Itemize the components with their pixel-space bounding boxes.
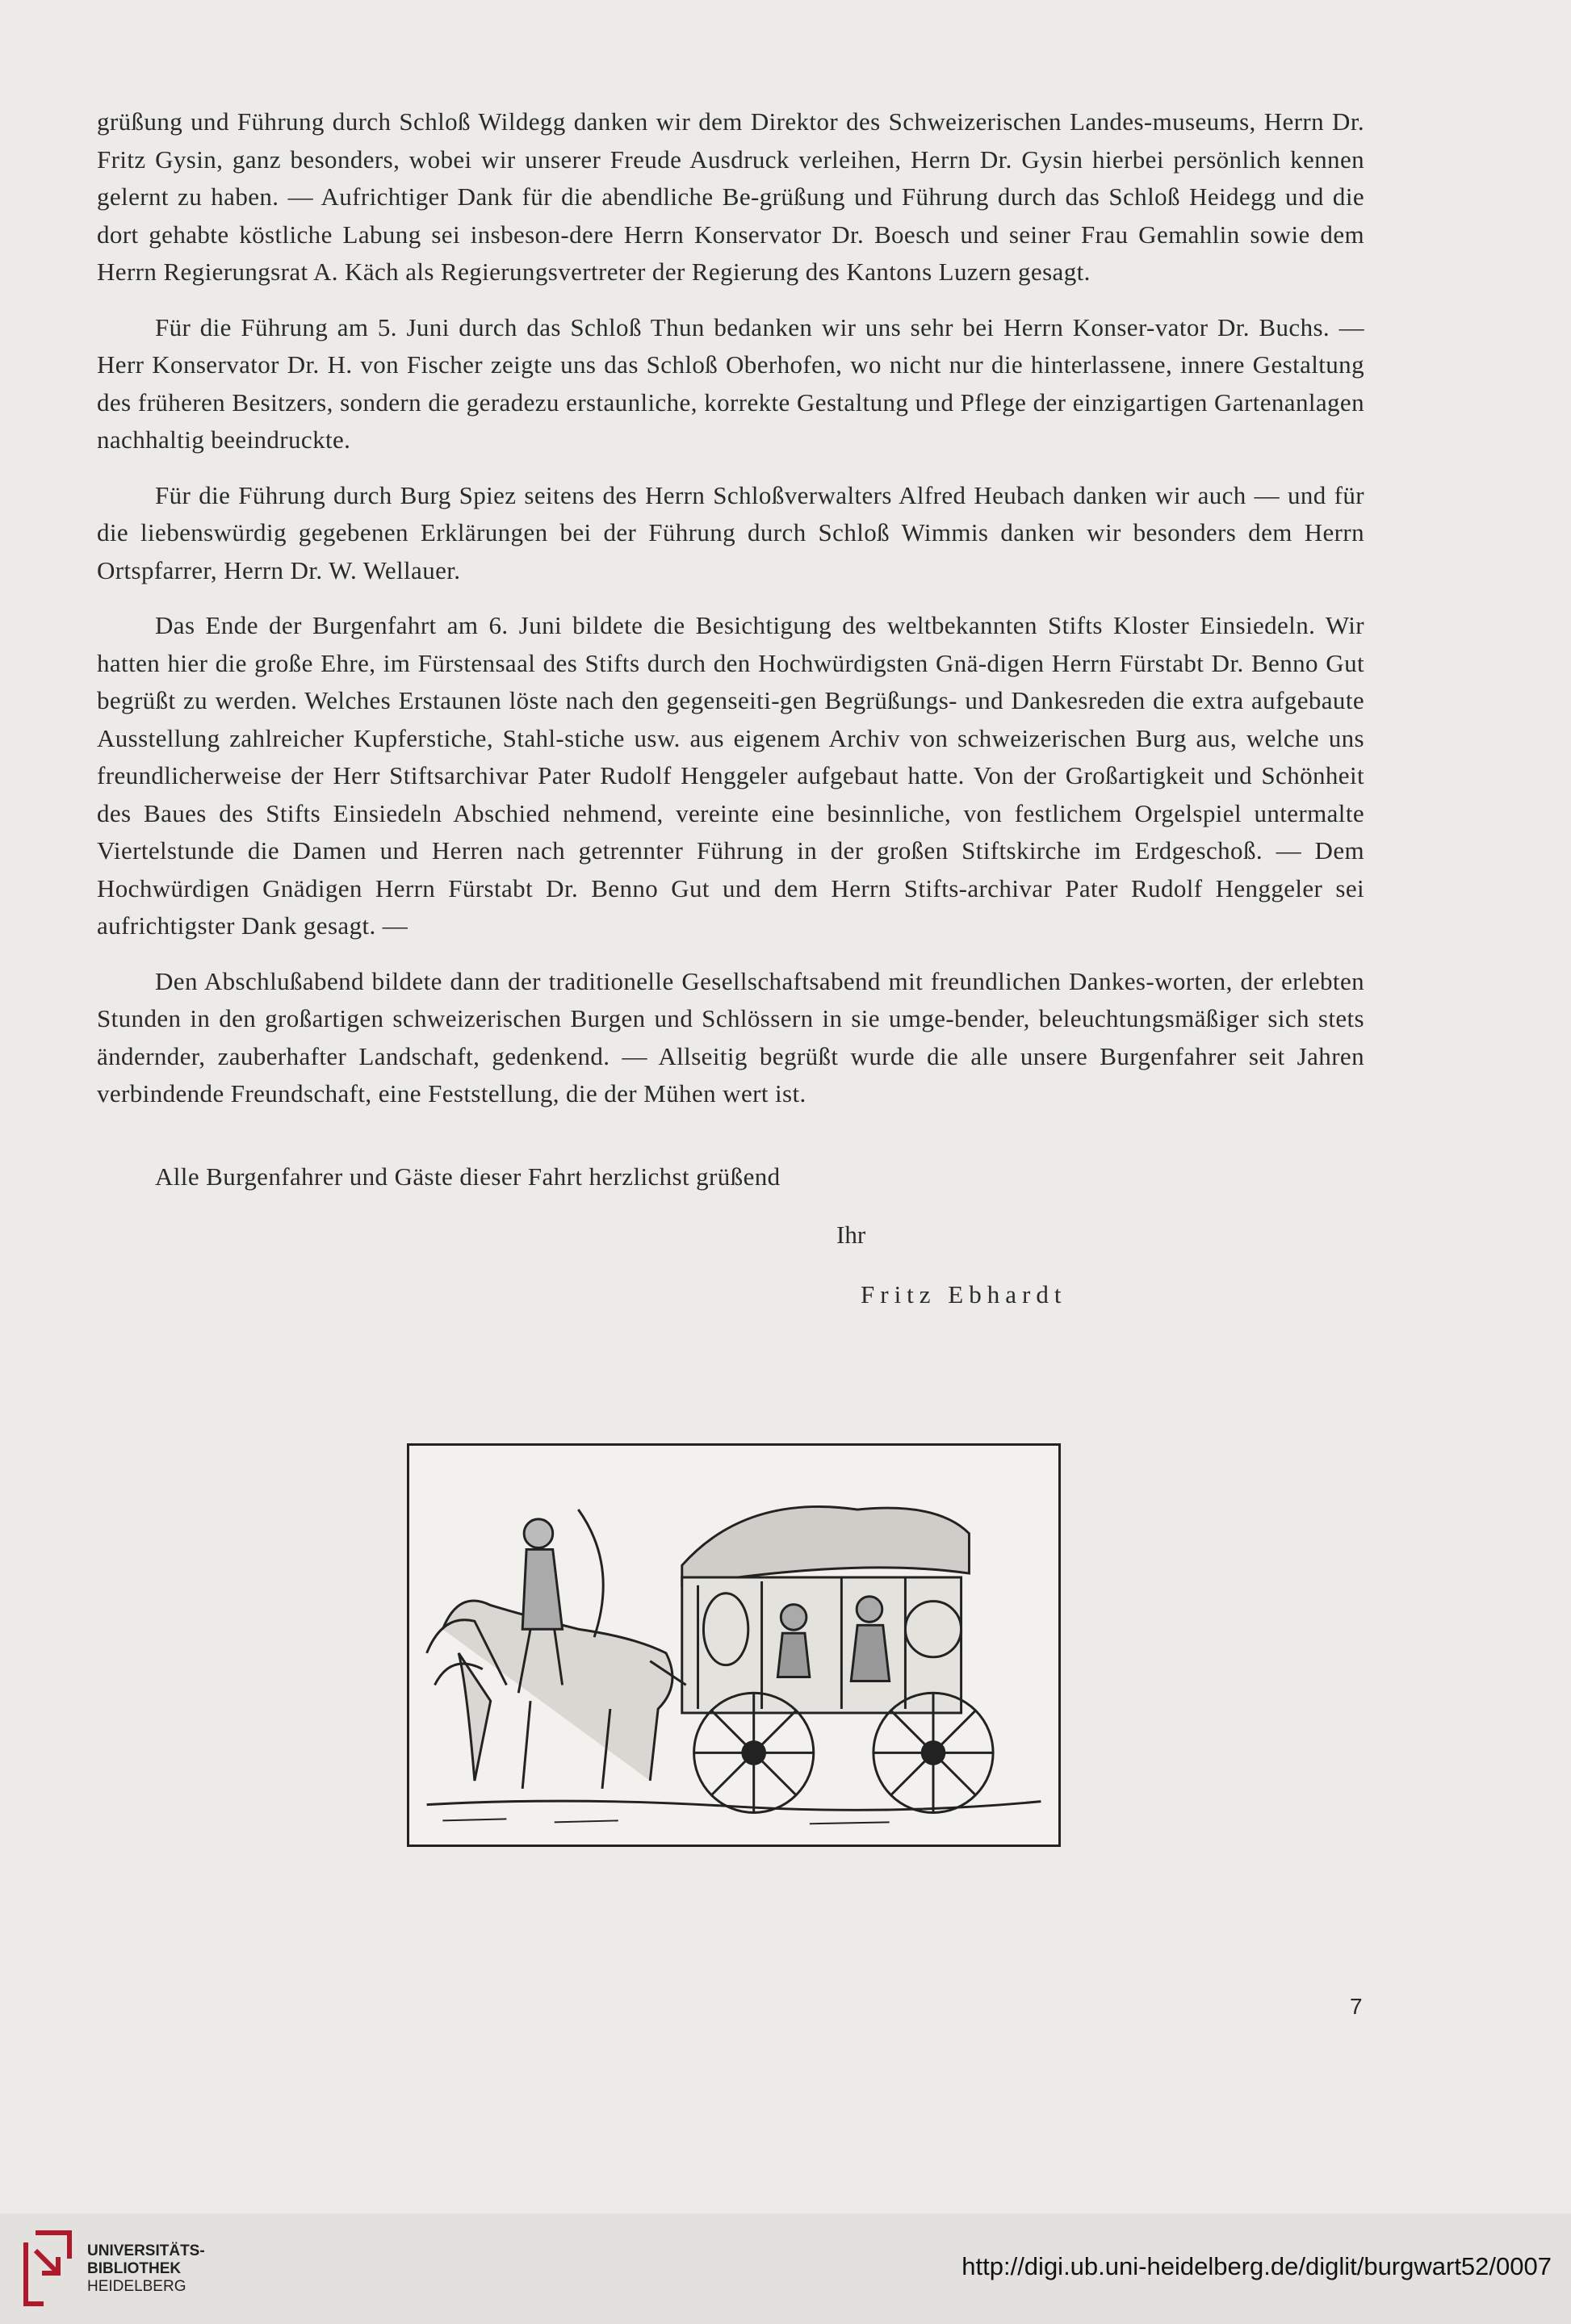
source-url-link[interactable]: http://digi.ub.uni-heidelberg.de/diglit/burgwart52/0007 (961, 2252, 1552, 2280)
paragraph-1: grüßung und Führung durch Schloß Wildegg danken wir dem Direktor des Schweizerischen Landes-museums, Herrn Dr. Fritz Gysin, ganz besonders, wobei wir unserer Freude Ausdruck verleihen, Herrn Dr. Gysin hierbei persönlich kennen gelernt zu haben. — Aufrichtiger Dank für die abendliche Be-grüßung und Führung durch das Schloß Heidegg und die dort gehabte köstliche Labung sei insbeson-dere Herrn Konservator Dr. Boesch und seiner Frau Gemahlin sowie dem Herrn Regierungsrat A. Käch als Regierungsvertreter der Regierung des Kantons Luzern gesagt. (97, 107, 1364, 286)
page-number: 7 (1350, 1994, 1363, 2019)
carriage-woodcut-image (409, 1446, 1058, 1845)
paragraph-3: Für die Führung durch Burg Spiez seitens des Herrn Schloßverwalters Alfred Heubach danken wir auch — und für die liebenswürdig gegebenen Erklärungen bei der Führung durch Schloß Wimmis danken wir besonders dem Herrn Ortspfarrer, Herrn Dr. W. Wellauer. (97, 480, 1364, 584)
closing-ihr: Ihr (836, 1221, 866, 1249)
library-name (87, 2242, 205, 2296)
library-name-line-2: BIBLIOTHEK (87, 2260, 182, 2277)
university-library-logo-icon (19, 2226, 76, 2310)
library-name-line-3: HEIDELBERG (87, 2278, 186, 2295)
paragraph-4: Das Ende der Burgenfahrt am 6. Juni bildete die Besichtigung des weltbekannten Stifts Kloster Einsiedeln. Wir hatten hier die große Ehre, im Fürstensaal des Stifts durch den Hochwürdigsten Gnä-digen Herrn Fürstabt Dr. Benno Gut begrüßt zu werden. Welches Erstaunen löste nach den gegenseiti-gen Begrüßungs- und Dankesreden die extra aufgebaute Ausstellung zahlreicher Kupferstiche, Stahl-stiche usw. aus eigenem Archiv von schweizerischen Burg aus, welche uns freundlicherweise der Herr Stiftsarchivar Pater Rudolf Henggeler aufgebaut hatte. Von der Großartigkeit und Schönheit des Baues des Stifts Einsiedeln Abschied nehmend, vereinte eine besinnliche, von festlichem Orgelspiel untermalte Viertelstunde die Damen und Herren nach getrennter Führung in der großen Stiftskirche im Erdgeschoß. — Dem Hochwürdigen Gnädigen Herrn Fürstabt Dr. Benno Gut und dem Herrn Stifts-archivar Pater Rudolf Henggeler sei aufrichtigster Dank gesagt. — (97, 611, 1364, 940)
library-name-line-1: UNIVERSITÄTS- (87, 2242, 205, 2259)
body-text (97, 103, 1364, 1131)
footer-bar (0, 2213, 1571, 2324)
signature: Fritz Ebhardt (861, 1280, 1067, 1309)
paragraph-2: Für die Führung am 5. Juni durch das Schloß Thun bedanken wir uns sehr bei Herrn Konser-vator Dr. Buchs. — Herr Konservator Dr. H. von Fischer zeigte uns das Schloß Oberhofen, wo nicht nur die hinterlassene, innere Gestaltung des früheren Besitzers, sondern die geradezu erstaunliche, korrekte Gestaltung und Pflege der einzigartigen Gartenanlagen nachhaltig beeindruckte. (97, 312, 1364, 454)
woodcut-illustration (407, 1443, 1061, 1847)
closing-greeting: Alle Burgenfahrer und Gäste dieser Fahrt herzlichst grüßend (155, 1162, 781, 1191)
paragraph-5: Den Abschlußabend bildete dann der traditionelle Gesellschaftsabend mit freundlichen Dankes-worten, der erlebten Stunden in den großartigen schweizerischen Burgen und Schlössern in sie umge-bender, beleuchtungsmäßiger sich stets ändernder, zauberhafter Landschaft, gedenkend. — Allseitig begrüßt wurde die alle unsere Burgenfahrer seit Jahren verbindende Freundschaft, eine Feststellung, die der Mühen wert ist. (97, 966, 1364, 1108)
